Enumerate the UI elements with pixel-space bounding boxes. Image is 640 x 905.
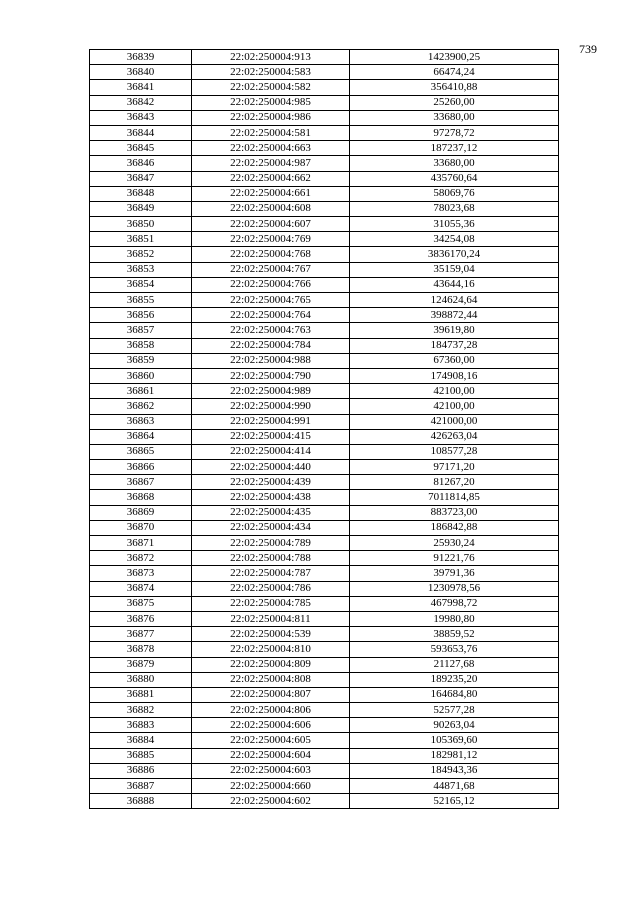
value-cell: 186842,88 xyxy=(350,520,559,535)
value-cell: 7011814,85 xyxy=(350,490,559,505)
value-cell: 435760,64 xyxy=(350,171,559,186)
row-number-cell: 36882 xyxy=(90,703,192,718)
table-row xyxy=(90,748,559,763)
cadastral-number-cell: 22:02:250004:438 xyxy=(192,490,350,505)
value-cell: 189235,20 xyxy=(350,672,559,687)
row-number-cell: 36844 xyxy=(90,125,192,140)
value-cell: 33680,00 xyxy=(350,156,559,171)
value-cell: 25260,00 xyxy=(350,95,559,110)
row-number-cell: 36852 xyxy=(90,247,192,262)
cadastral-number-cell: 22:02:250004:602 xyxy=(192,794,350,809)
row-number-cell: 36842 xyxy=(90,95,192,110)
value-cell: 38859,52 xyxy=(350,627,559,642)
cadastral-number-cell: 22:02:250004:788 xyxy=(192,551,350,566)
value-cell: 58069,76 xyxy=(350,186,559,201)
table-row xyxy=(90,384,559,399)
value-cell: 124624,64 xyxy=(350,293,559,308)
value-cell: 52165,12 xyxy=(350,794,559,809)
value-cell: 421000,00 xyxy=(350,414,559,429)
cadastral-number-cell: 22:02:250004:663 xyxy=(192,141,350,156)
value-cell: 31055,36 xyxy=(350,217,559,232)
cadastral-number-cell: 22:02:250004:913 xyxy=(192,50,350,65)
value-cell: 467998,72 xyxy=(350,596,559,611)
cadastral-number-cell: 22:02:250004:986 xyxy=(192,110,350,125)
value-cell: 108577,28 xyxy=(350,444,559,459)
cadastral-number-cell: 22:02:250004:440 xyxy=(192,460,350,475)
table-row xyxy=(90,277,559,292)
value-cell: 3836170,24 xyxy=(350,247,559,262)
value-cell: 182981,12 xyxy=(350,748,559,763)
value-cell: 42100,00 xyxy=(350,384,559,399)
cadastral-number-cell: 22:02:250004:768 xyxy=(192,247,350,262)
row-number-cell: 36839 xyxy=(90,50,192,65)
row-number-cell: 36861 xyxy=(90,384,192,399)
row-number-cell: 36843 xyxy=(90,110,192,125)
table-row xyxy=(90,217,559,232)
value-cell: 34254,08 xyxy=(350,232,559,247)
row-number-cell: 36848 xyxy=(90,186,192,201)
cadastral-number-cell: 22:02:250004:765 xyxy=(192,293,350,308)
row-number-cell: 36849 xyxy=(90,201,192,216)
cadastral-number-cell: 22:02:250004:434 xyxy=(192,520,350,535)
row-number-cell: 36859 xyxy=(90,353,192,368)
row-number-cell: 36874 xyxy=(90,581,192,596)
row-number-cell: 36873 xyxy=(90,566,192,581)
table-row xyxy=(90,779,559,794)
cadastral-number-cell: 22:02:250004:766 xyxy=(192,277,350,292)
cadastral-number-cell: 22:02:250004:806 xyxy=(192,703,350,718)
row-number-cell: 36881 xyxy=(90,687,192,702)
row-number-cell: 36877 xyxy=(90,627,192,642)
row-number-cell: 36865 xyxy=(90,444,192,459)
row-number-cell: 36879 xyxy=(90,657,192,672)
table-row xyxy=(90,733,559,748)
cadastral-number-cell: 22:02:250004:985 xyxy=(192,95,350,110)
row-number-cell: 36883 xyxy=(90,718,192,733)
cadastral-number-cell: 22:02:250004:811 xyxy=(192,611,350,626)
value-cell: 105369,60 xyxy=(350,733,559,748)
row-number-cell: 36872 xyxy=(90,551,192,566)
row-number-cell: 36846 xyxy=(90,156,192,171)
row-number-cell: 36860 xyxy=(90,368,192,383)
cadastral-number-cell: 22:02:250004:414 xyxy=(192,444,350,459)
table-row xyxy=(90,718,559,733)
cadastral-number-cell: 22:02:250004:661 xyxy=(192,186,350,201)
row-number-cell: 36886 xyxy=(90,763,192,778)
table-row xyxy=(90,399,559,414)
value-cell: 356410,88 xyxy=(350,80,559,95)
cadastral-number-cell: 22:02:250004:439 xyxy=(192,475,350,490)
row-number-cell: 36857 xyxy=(90,323,192,338)
table-row xyxy=(90,505,559,520)
value-cell: 174908,16 xyxy=(350,368,559,383)
table-row xyxy=(90,293,559,308)
table-row xyxy=(90,611,559,626)
value-cell: 593653,76 xyxy=(350,642,559,657)
cadastral-number-cell: 22:02:250004:581 xyxy=(192,125,350,140)
row-number-cell: 36871 xyxy=(90,536,192,551)
row-number-cell: 36863 xyxy=(90,414,192,429)
value-cell: 43644,16 xyxy=(350,277,559,292)
row-number-cell: 36887 xyxy=(90,779,192,794)
table-row xyxy=(90,596,559,611)
cadastral-number-cell: 22:02:250004:415 xyxy=(192,429,350,444)
value-cell: 33680,00 xyxy=(350,110,559,125)
row-number-cell: 36853 xyxy=(90,262,192,277)
table-row xyxy=(90,566,559,581)
cadastral-number-cell: 22:02:250004:767 xyxy=(192,262,350,277)
table-row xyxy=(90,703,559,718)
cadastral-number-cell: 22:02:250004:784 xyxy=(192,338,350,353)
value-cell: 78023,68 xyxy=(350,201,559,216)
cadastral-number-cell: 22:02:250004:990 xyxy=(192,399,350,414)
row-number-cell: 36867 xyxy=(90,475,192,490)
table-row xyxy=(90,95,559,110)
page-number: 739 xyxy=(579,42,597,56)
value-cell: 42100,00 xyxy=(350,399,559,414)
value-cell: 184943,36 xyxy=(350,763,559,778)
row-number-cell: 36869 xyxy=(90,505,192,520)
row-number-cell: 36858 xyxy=(90,338,192,353)
row-number-cell: 36845 xyxy=(90,141,192,156)
cadastral-number-cell: 22:02:250004:539 xyxy=(192,627,350,642)
cadastral-number-cell: 22:02:250004:810 xyxy=(192,642,350,657)
table-row xyxy=(90,50,559,65)
table-row xyxy=(90,186,559,201)
table-row xyxy=(90,262,559,277)
table-row xyxy=(90,444,559,459)
table-row xyxy=(90,171,559,186)
row-number-cell: 36855 xyxy=(90,293,192,308)
cadastral-number-cell: 22:02:250004:660 xyxy=(192,779,350,794)
value-cell: 19980,80 xyxy=(350,611,559,626)
table-row xyxy=(90,110,559,125)
value-cell: 187237,12 xyxy=(350,141,559,156)
row-number-cell: 36885 xyxy=(90,748,192,763)
row-number-cell: 36866 xyxy=(90,460,192,475)
table-body xyxy=(90,50,559,809)
row-number-cell: 36864 xyxy=(90,429,192,444)
cadastral-number-cell: 22:02:250004:785 xyxy=(192,596,350,611)
table-row xyxy=(90,581,559,596)
cadastral-number-cell: 22:02:250004:583 xyxy=(192,65,350,80)
cadastral-number-cell: 22:02:250004:764 xyxy=(192,308,350,323)
row-number-cell: 36850 xyxy=(90,217,192,232)
cadastral-number-cell: 22:02:250004:607 xyxy=(192,217,350,232)
cadastral-number-cell: 22:02:250004:606 xyxy=(192,718,350,733)
table-row xyxy=(90,414,559,429)
row-number-cell: 36856 xyxy=(90,308,192,323)
value-cell: 44871,68 xyxy=(350,779,559,794)
data-table xyxy=(89,49,559,809)
value-cell: 39619,80 xyxy=(350,323,559,338)
table-row xyxy=(90,247,559,262)
cadastral-number-cell: 22:02:250004:604 xyxy=(192,748,350,763)
table-row xyxy=(90,232,559,247)
row-number-cell: 36870 xyxy=(90,520,192,535)
value-cell: 426263,04 xyxy=(350,429,559,444)
value-cell: 81267,20 xyxy=(350,475,559,490)
table-row xyxy=(90,536,559,551)
value-cell: 164684,80 xyxy=(350,687,559,702)
value-cell: 1423900,25 xyxy=(350,50,559,65)
table-row xyxy=(90,201,559,216)
cadastral-number-cell: 22:02:250004:987 xyxy=(192,156,350,171)
table-row xyxy=(90,490,559,505)
table-row xyxy=(90,657,559,672)
table-row xyxy=(90,368,559,383)
cadastral-number-cell: 22:02:250004:989 xyxy=(192,384,350,399)
cadastral-number-cell: 22:02:250004:662 xyxy=(192,171,350,186)
table-row xyxy=(90,460,559,475)
cadastral-number-cell: 22:02:250004:435 xyxy=(192,505,350,520)
cadastral-number-cell: 22:02:250004:603 xyxy=(192,763,350,778)
table-row xyxy=(90,353,559,368)
value-cell: 66474,24 xyxy=(350,65,559,80)
cadastral-number-cell: 22:02:250004:763 xyxy=(192,323,350,338)
cadastral-number-cell: 22:02:250004:787 xyxy=(192,566,350,581)
cadastral-number-cell: 22:02:250004:807 xyxy=(192,687,350,702)
cadastral-number-cell: 22:02:250004:790 xyxy=(192,368,350,383)
table-row xyxy=(90,763,559,778)
table-row xyxy=(90,551,559,566)
value-cell: 97278,72 xyxy=(350,125,559,140)
table-row xyxy=(90,80,559,95)
table-row xyxy=(90,156,559,171)
row-number-cell: 36868 xyxy=(90,490,192,505)
table-row xyxy=(90,520,559,535)
table-row xyxy=(90,627,559,642)
row-number-cell: 36884 xyxy=(90,733,192,748)
table-row xyxy=(90,672,559,687)
cadastral-number-cell: 22:02:250004:789 xyxy=(192,536,350,551)
row-number-cell: 36878 xyxy=(90,642,192,657)
value-cell: 97171,20 xyxy=(350,460,559,475)
table-row xyxy=(90,65,559,80)
cadastral-number-cell: 22:02:250004:769 xyxy=(192,232,350,247)
table-row xyxy=(90,308,559,323)
cadastral-number-cell: 22:02:250004:991 xyxy=(192,414,350,429)
value-cell: 35159,04 xyxy=(350,262,559,277)
table-row xyxy=(90,338,559,353)
cadastral-number-cell: 22:02:250004:786 xyxy=(192,581,350,596)
table-row xyxy=(90,429,559,444)
table-row xyxy=(90,687,559,702)
value-cell: 25930,24 xyxy=(350,536,559,551)
value-cell: 184737,28 xyxy=(350,338,559,353)
cadastral-number-cell: 22:02:250004:605 xyxy=(192,733,350,748)
value-cell: 90263,04 xyxy=(350,718,559,733)
row-number-cell: 36841 xyxy=(90,80,192,95)
value-cell: 67360,00 xyxy=(350,353,559,368)
row-number-cell: 36851 xyxy=(90,232,192,247)
table-row xyxy=(90,323,559,338)
row-number-cell: 36880 xyxy=(90,672,192,687)
value-cell: 1230978,56 xyxy=(350,581,559,596)
row-number-cell: 36847 xyxy=(90,171,192,186)
cadastral-number-cell: 22:02:250004:608 xyxy=(192,201,350,216)
cadastral-number-cell: 22:02:250004:808 xyxy=(192,672,350,687)
value-cell: 52577,28 xyxy=(350,703,559,718)
value-cell: 21127,68 xyxy=(350,657,559,672)
row-number-cell: 36854 xyxy=(90,277,192,292)
value-cell: 398872,44 xyxy=(350,308,559,323)
table-row xyxy=(90,141,559,156)
table-row xyxy=(90,794,559,809)
row-number-cell: 36840 xyxy=(90,65,192,80)
cadastral-number-cell: 22:02:250004:809 xyxy=(192,657,350,672)
cadastral-number-cell: 22:02:250004:582 xyxy=(192,80,350,95)
value-cell: 91221,76 xyxy=(350,551,559,566)
cadastral-number-cell: 22:02:250004:988 xyxy=(192,353,350,368)
table-row xyxy=(90,125,559,140)
row-number-cell: 36888 xyxy=(90,794,192,809)
table-row xyxy=(90,642,559,657)
table-row xyxy=(90,475,559,490)
value-cell: 883723,00 xyxy=(350,505,559,520)
row-number-cell: 36862 xyxy=(90,399,192,414)
row-number-cell: 36875 xyxy=(90,596,192,611)
row-number-cell: 36876 xyxy=(90,611,192,626)
value-cell: 39791,36 xyxy=(350,566,559,581)
